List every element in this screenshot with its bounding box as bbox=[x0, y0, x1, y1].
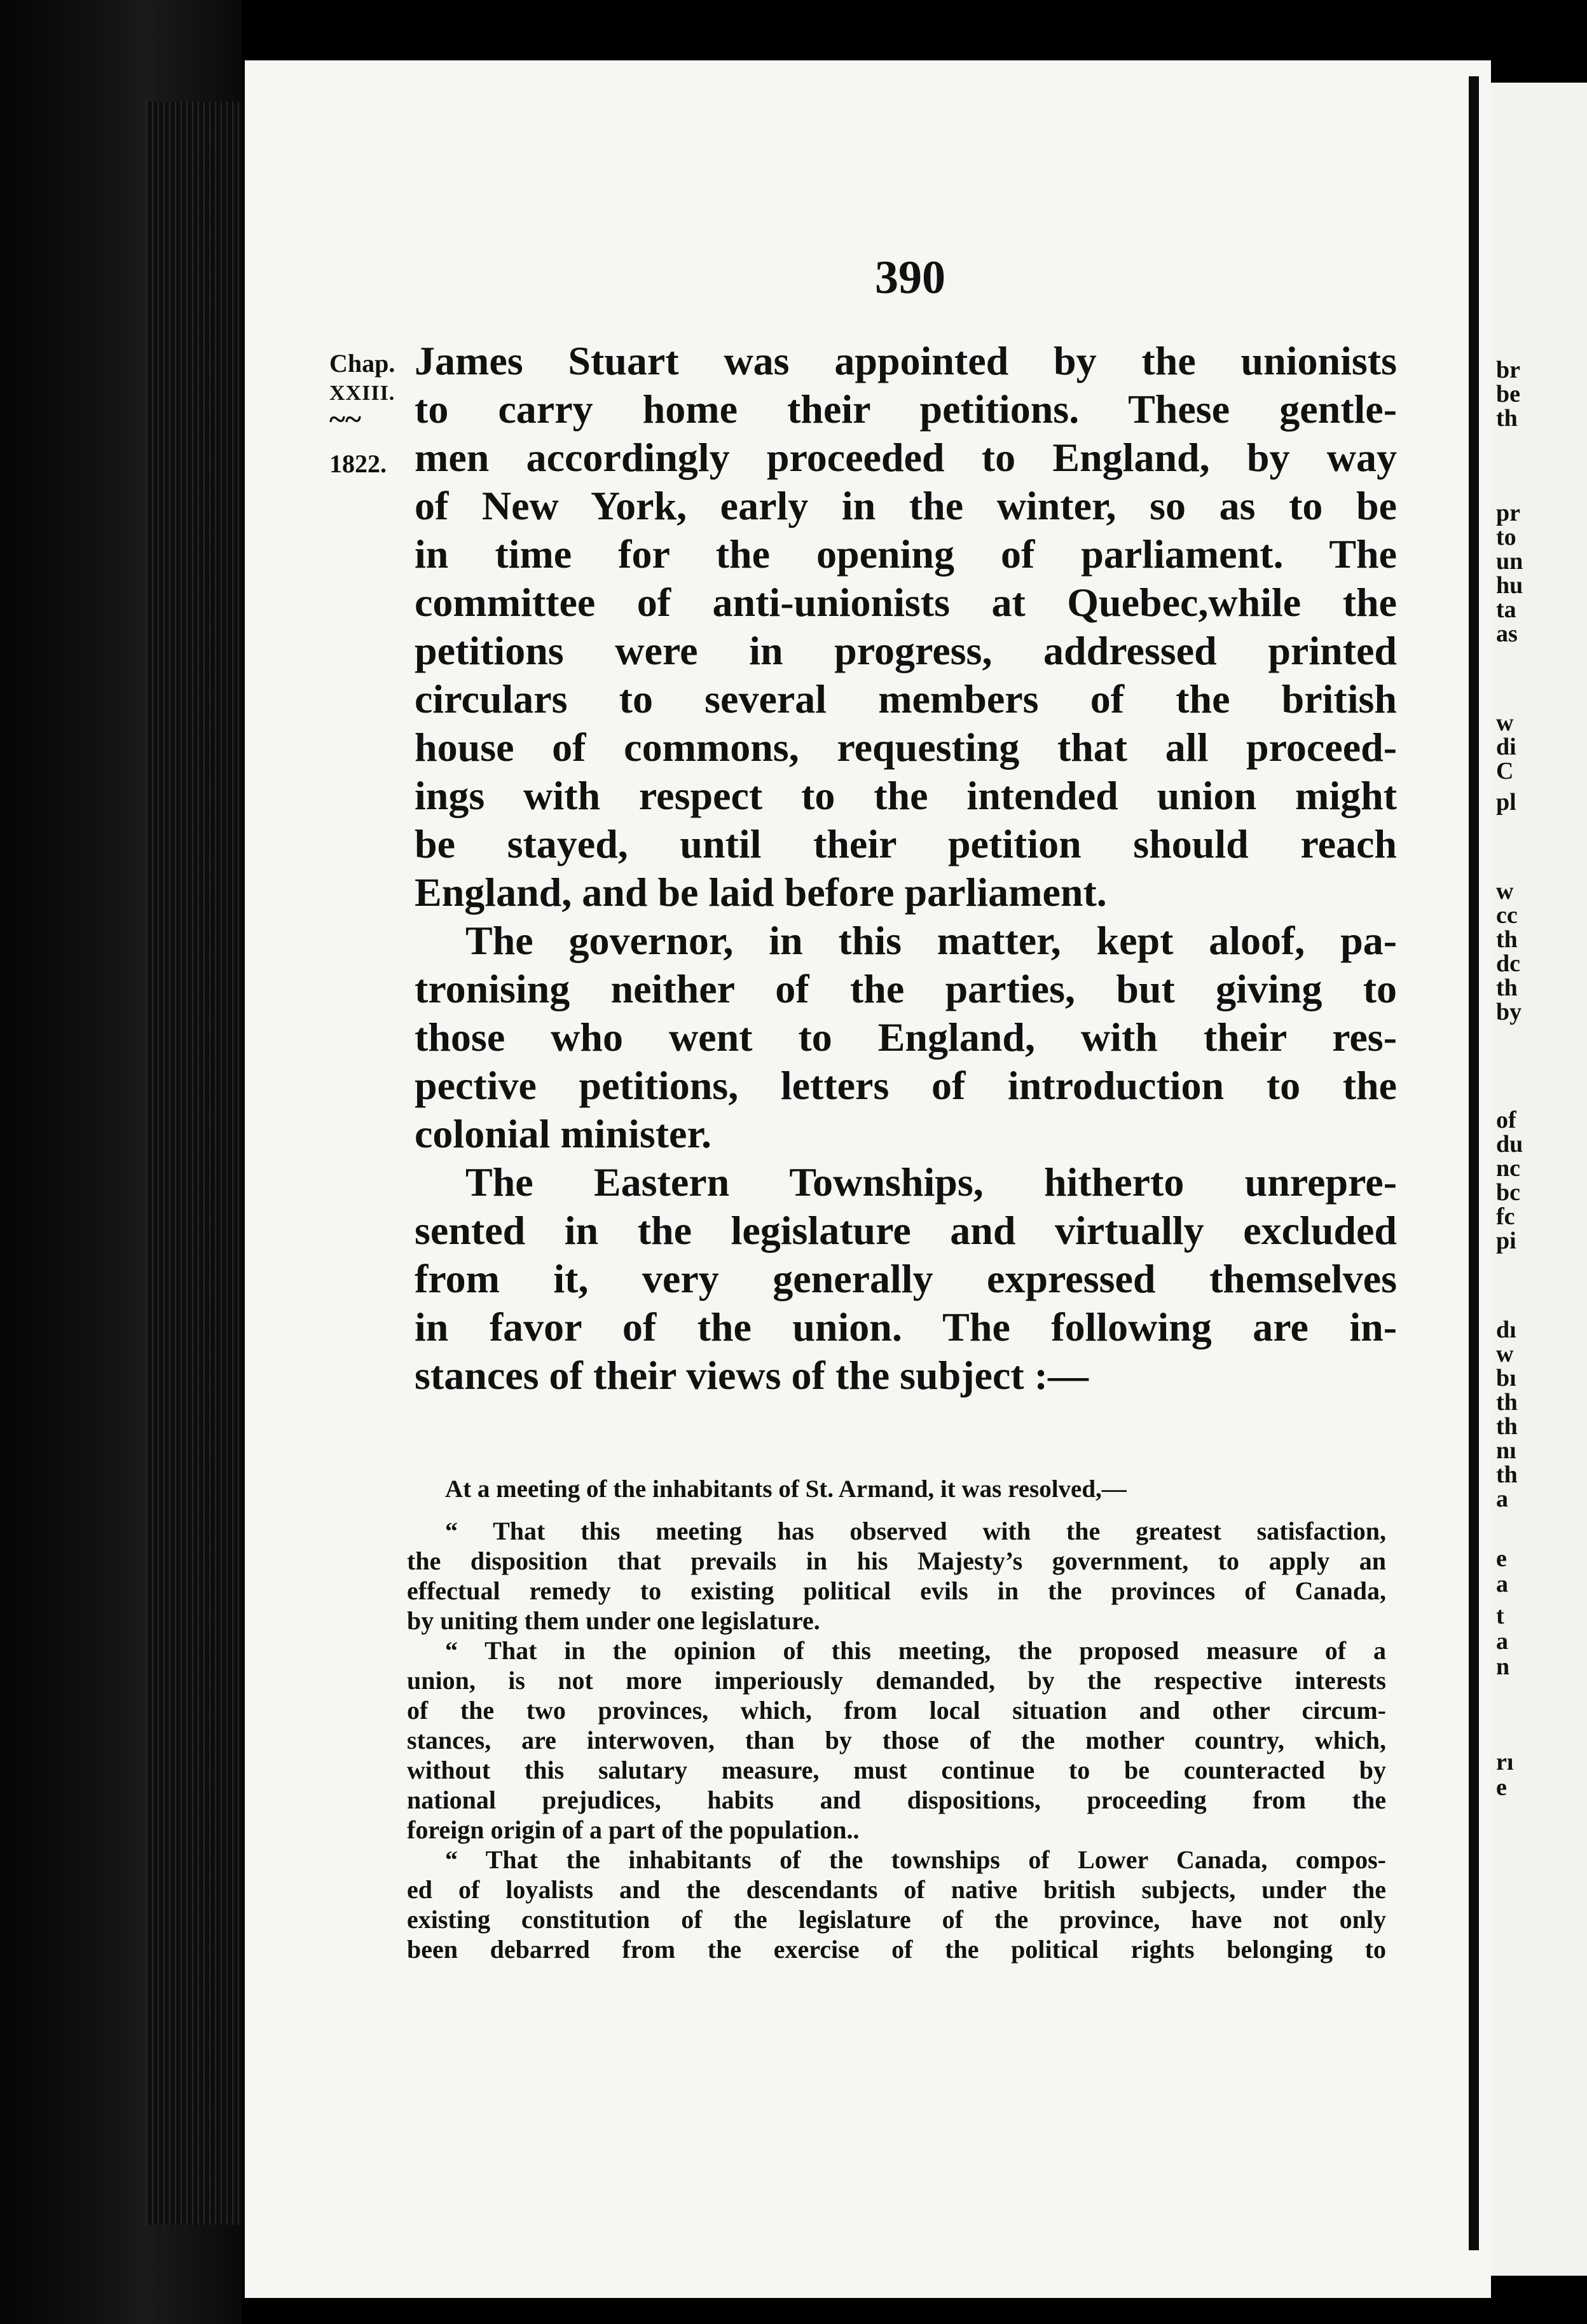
facing-page-fragment: ta bbox=[1496, 596, 1516, 623]
facing-page-fragment: a bbox=[1496, 1486, 1508, 1512]
body-line: of New York, early in the winter, so as to be bbox=[415, 483, 1397, 528]
quote-line: by uniting them under one legislature. bbox=[407, 1606, 820, 1635]
facing-page-fragment: bı bbox=[1496, 1365, 1516, 1391]
quote-line: national prejudices, habits and dispositions, proceeding from the bbox=[407, 1786, 1386, 1814]
body-line: men accordingly proceeded to England, by way bbox=[415, 435, 1397, 480]
body-line: from it, very generally expressed themselves bbox=[415, 1256, 1397, 1301]
quote-line: ed of loyalists and the descendants of native british subjects, under the bbox=[407, 1875, 1386, 1904]
quote-line: without this salutary measure, must continue to be counteracted by bbox=[407, 1756, 1386, 1784]
page-number: 390 bbox=[875, 252, 945, 304]
body-text bbox=[415, 337, 1397, 1400]
body-line: stances of their views of the subject :— bbox=[415, 1353, 1089, 1398]
quote-line: been debarred from the exercise of the political rights belonging to bbox=[407, 1935, 1386, 1964]
facing-page-fragment: of bbox=[1496, 1107, 1516, 1133]
resolution-quotes bbox=[407, 1516, 1386, 1964]
quote-line: of the two provinces, which, from local situation and other circum- bbox=[407, 1696, 1386, 1725]
margin-chapter-number: XXIII. bbox=[329, 381, 395, 405]
facing-page-fragment: pr bbox=[1496, 500, 1520, 526]
body-line: England, and be laid before parliament. bbox=[415, 870, 1107, 915]
body-line: to carry home their petitions. These gentle- bbox=[415, 386, 1397, 432]
body-line: be stayed, until their petition should reach bbox=[415, 821, 1397, 866]
facing-page-fragment: du bbox=[1496, 1131, 1523, 1158]
facing-page bbox=[1491, 83, 1587, 2276]
body-line: petitions were in progress, addressed printed bbox=[415, 628, 1397, 673]
quote-line: “ That in the opinion of this meeting, the proposed measure of a bbox=[445, 1636, 1386, 1665]
quote-line: existing constitution of the legislature of the province, have not only bbox=[407, 1905, 1386, 1934]
facing-page-fragment: th bbox=[1496, 974, 1518, 1001]
facing-page-fragment: di bbox=[1496, 734, 1516, 760]
margin-chapter-label: Chap. bbox=[329, 349, 395, 378]
facing-page-fragment: nı bbox=[1496, 1437, 1516, 1464]
book-gutter bbox=[1469, 76, 1479, 2250]
facing-page-fragment: dı bbox=[1496, 1316, 1516, 1343]
facing-page-fragment: rı bbox=[1496, 1749, 1514, 1775]
body-line: pective petitions, letters of introduction to the bbox=[415, 1063, 1397, 1108]
body-line: tronising neither of the parties, but giving to bbox=[415, 966, 1397, 1011]
quote-line: “ That this meeting has observed with the greatest satisfaction, bbox=[445, 1517, 1386, 1545]
body-line: circulars to several members of the british bbox=[415, 676, 1397, 721]
quote-line: stances, are interwoven, than by those of the mother country, which, bbox=[407, 1726, 1386, 1754]
facing-page-fragment: th bbox=[1496, 1413, 1518, 1440]
body-line: those who went to England, with their res- bbox=[415, 1015, 1397, 1060]
facing-page-fragment: by bbox=[1496, 999, 1522, 1025]
quote-line: “ That the inhabitants of the townships of Lower Canada, compos- bbox=[445, 1845, 1386, 1874]
body-line: in favor of the union. The following are in- bbox=[415, 1304, 1397, 1350]
facing-page-fragment: fc bbox=[1496, 1203, 1515, 1230]
facing-page-fragment: a bbox=[1496, 1628, 1508, 1655]
margin-ornament: ~~ bbox=[329, 402, 361, 436]
body-line: The governor, in this matter, kept aloof, pa- bbox=[465, 918, 1397, 963]
body-line: committee of anti-unionists at Quebec,while the bbox=[415, 580, 1397, 625]
facing-page-fragment: a bbox=[1496, 1571, 1508, 1597]
body-line: ings with respect to the intended union might bbox=[415, 773, 1397, 818]
quote-line: foreign origin of a part of the population.. bbox=[407, 1815, 860, 1844]
facing-page-fragment: th bbox=[1496, 1461, 1518, 1488]
quote-line: the disposition that prevails in his Majesty’s government, to apply an bbox=[407, 1547, 1386, 1575]
quote-line: effectual remedy to existing political evils in the provinces of Canada, bbox=[407, 1576, 1386, 1605]
quote-line: union, is not more imperiously demanded, by the respective interests bbox=[407, 1666, 1386, 1695]
facing-page-fragment: bc bbox=[1496, 1179, 1520, 1206]
facing-page-fragment: e bbox=[1496, 1774, 1507, 1801]
body-line: house of commons, requesting that all proceed- bbox=[415, 725, 1397, 770]
body-line: James Stuart was appointed by the unionists bbox=[415, 338, 1397, 383]
resolution-intro: At a meeting of the inhabitants of St. Armand, it was resolved,— bbox=[445, 1475, 1127, 1503]
facing-page-fragment: w bbox=[1496, 878, 1514, 905]
body-line: colonial minister. bbox=[415, 1111, 711, 1156]
margin-year: 1822. bbox=[329, 449, 387, 478]
facing-page-fragment: e bbox=[1496, 1545, 1507, 1572]
facing-page-fragment: t bbox=[1496, 1603, 1504, 1629]
facing-page-fragment: un bbox=[1496, 548, 1523, 575]
body-line: in time for the opening of parliament. The bbox=[415, 531, 1397, 577]
facing-page-fragment: pl bbox=[1496, 789, 1516, 816]
facing-page-fragment: nc bbox=[1496, 1155, 1520, 1182]
body-line: The Eastern Townships, hitherto unrepre- bbox=[465, 1159, 1397, 1205]
facing-page-fragment: dc bbox=[1496, 950, 1520, 977]
facing-page-fragment: th bbox=[1496, 1389, 1518, 1416]
facing-page-fragment: pi bbox=[1496, 1227, 1516, 1254]
facing-page-fragment: th bbox=[1496, 405, 1518, 432]
facing-page-fragment: w bbox=[1496, 709, 1514, 736]
facing-page-fragment: br bbox=[1496, 357, 1520, 383]
facing-page-fragment: hu bbox=[1496, 572, 1523, 599]
facing-page-fragment: C bbox=[1496, 758, 1514, 784]
facing-page-fragment: to bbox=[1496, 524, 1516, 550]
facing-page-fragment: w bbox=[1496, 1341, 1514, 1367]
page-edges bbox=[146, 102, 242, 2225]
facing-page-fragment: as bbox=[1496, 620, 1518, 647]
body-line: sented in the legislature and virtually excluded bbox=[415, 1208, 1397, 1253]
facing-page-fragment: th bbox=[1496, 926, 1518, 953]
facing-page-fragment: be bbox=[1496, 381, 1520, 407]
facing-page-fragment: cc bbox=[1496, 902, 1518, 929]
facing-page-fragment: n bbox=[1496, 1653, 1510, 1680]
